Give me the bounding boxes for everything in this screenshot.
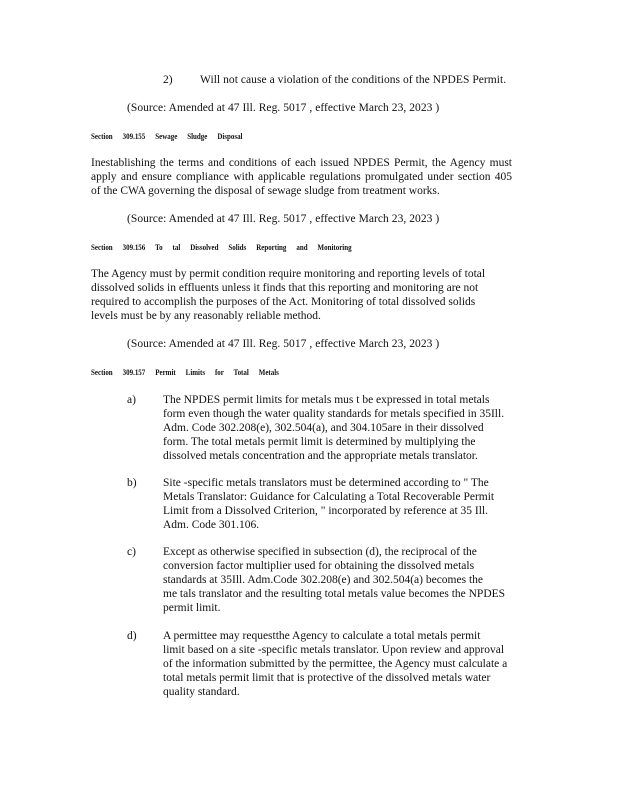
paragraph-line: me tals translator and the resulting total metals value becomes the NPDES bbox=[163, 588, 506, 600]
paragraph-line: required to accomplish the purposes of the Act. Monitoring of total dissolved solids bbox=[91, 296, 476, 308]
section-paragraph bbox=[91, 267, 485, 323]
paragraph-line: Inestablishing the terms and conditions of each issued NPDES Permit, the Agency must bbox=[91, 157, 512, 169]
paragraph-line: Site -specific metals translators must be determined according to " The bbox=[163, 477, 489, 489]
paragraph-line: Adm. Code 301.106. bbox=[163, 519, 260, 531]
subsection-paragraph bbox=[163, 393, 504, 463]
paragraph-line: form even though the water quality standards for metals specified in 35Ill. bbox=[163, 408, 505, 420]
paragraph-line: A permittee may requestthe Agency to calculate a total metals permit bbox=[163, 630, 481, 642]
paragraph-line: apply and ensure compliance with applicable regulations promulgated under section 405 bbox=[91, 171, 512, 183]
subsection-paragraph bbox=[163, 545, 505, 615]
source-note: (Source: Amended at 47 Ill. Reg. 5017 , effective March 23, 2023 ) bbox=[127, 213, 440, 225]
section-heading: Section 309.156 To tal Dissolved Solids Reporting and Monitoring bbox=[91, 242, 352, 252]
paragraph-line: levels must be by any reasonably reliable method. bbox=[91, 310, 321, 322]
subsection-label: d) bbox=[127, 630, 137, 642]
paragraph-line: The Agency must by permit condition require monitoring and reporting levels of total bbox=[91, 268, 486, 280]
subsection-paragraph bbox=[163, 629, 507, 699]
subsection-label: a) bbox=[127, 394, 136, 406]
paragraph-line: The NPDES permit limits for metals mus t be expressed in total metals bbox=[163, 394, 490, 406]
paragraph-line: Metals Translator: Guidance for Calculating a Total Recoverable Permit bbox=[163, 491, 495, 503]
paragraph-line: dissolved metals concentration and the appropriate metals translator. bbox=[163, 450, 478, 462]
source-note: (Source: Amended at 47 Ill. Reg. 5017 , effective March 23, 2023 ) bbox=[127, 338, 440, 350]
paragraph-line: of the CWA governing the disposal of sewage sludge from treatment works. bbox=[91, 185, 440, 197]
paragraph-line: Except as otherwise specified in subsection (d), the reciprocal of the bbox=[163, 546, 477, 558]
paragraph-line: permit limit. bbox=[163, 602, 221, 614]
paragraph-line: form. The total metals permit limit is determined by multiplying the bbox=[163, 436, 476, 448]
section-heading: Section 309.155 Sewage Sludge Disposal bbox=[91, 131, 243, 141]
paragraph-line: of the information submitted by the permittee, the Agency must calculate a bbox=[163, 658, 508, 670]
source-note: (Source: Amended at 47 Ill. Reg. 5017 , effective March 23, 2023 ) bbox=[127, 102, 440, 114]
paragraph-line: dissolved solids in effluents unless it finds that this reporting and monitoring are not bbox=[91, 282, 479, 294]
list-item-text: Will not cause a violation of the conditions of the NPDES Permit. bbox=[200, 74, 507, 86]
paragraph-line: conversion factor multiplier used for obtaining the dissolved metals bbox=[163, 560, 475, 572]
subsection-label: b) bbox=[127, 477, 137, 489]
paragraph-line: limit based on a site -specific metals translator. Upon review and approval bbox=[163, 644, 505, 656]
section-heading: Section 309.157 Permit Limits for Total Metals bbox=[91, 367, 279, 377]
paragraph-line: quality standard. bbox=[163, 686, 240, 698]
paragraph-line: Limit from a Dissolved Criterion, " incorporated by reference at 35 Ill. bbox=[163, 505, 488, 517]
list-item-label: 2) bbox=[163, 74, 173, 86]
subsection-paragraph bbox=[163, 476, 494, 532]
section-paragraph bbox=[91, 156, 512, 198]
paragraph-line: standards at 35Ill. Adm.Code 302.208(e) and 302.504(a) becomes the bbox=[163, 574, 484, 586]
subsection-label: c) bbox=[127, 546, 136, 558]
paragraph-line: total metals permit limit that is protective of the dissolved metals water bbox=[163, 672, 491, 684]
paragraph-line: Adm. Code 302.208(e), 302.504(a), and 304.105are in their dissolved bbox=[163, 422, 484, 434]
